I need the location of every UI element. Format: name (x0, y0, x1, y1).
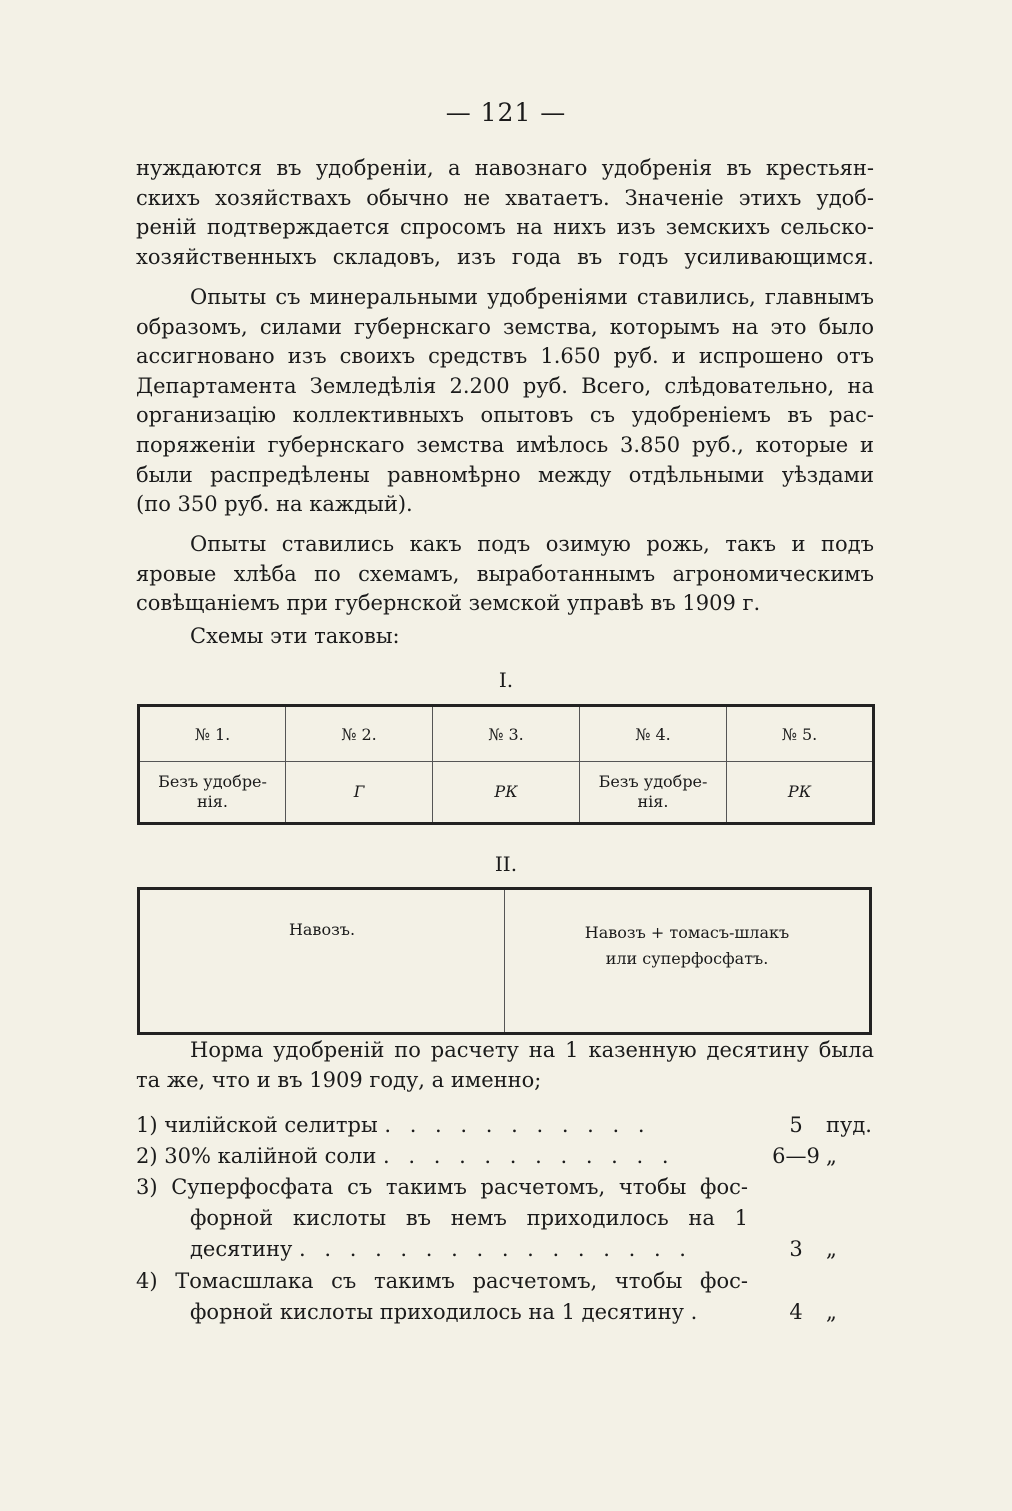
list-item-unit: „ (826, 1237, 837, 1261)
schema-1-table (137, 704, 875, 825)
paragraph-1 (136, 154, 874, 272)
text-line: образомъ, силами губернскаго земства, которымъ на это было (136, 314, 874, 339)
list-item-text: 4) Томасшлака съ такимъ расчетомъ, чтобы фос- (136, 1269, 748, 1293)
list-item-text: 2) 30% калійной соли (136, 1144, 377, 1168)
text-line: та же, что и въ 1909 году, а именно; (136, 1067, 542, 1092)
leader-dots: . . . . . . . . . . . . (383, 1144, 675, 1168)
list-item-continuation (136, 1297, 878, 1327)
table-cell: РК (433, 762, 580, 824)
table-header-cell: № 4. (580, 706, 727, 762)
list-item-unit: „ (826, 1144, 837, 1168)
text-line: хозяйственныхъ складовъ, изъ года въ годъ усиливающимся. (136, 244, 874, 269)
table-header-cell: № 5. (727, 706, 874, 762)
list-item-unit: „ (826, 1300, 837, 1324)
list-item (136, 1266, 878, 1296)
list-item-amount: 4 (789, 1300, 803, 1324)
norm-paragraph (136, 1036, 874, 1095)
text-line: нуждаются въ удобреніи, а навознаго удобренія въ крестьян- (136, 156, 874, 180)
text-line: Опыты съ минеральными удобреніями ставились, главнымъ (190, 285, 874, 309)
text-line: поряженіи губернскаго земства имѣлось 3.850 руб., которые и (136, 432, 874, 457)
list-item-text: десятину (190, 1237, 293, 1261)
text-line: Норма удобреній по расчету на 1 казенную десятину была (190, 1038, 874, 1062)
text-line: Опыты ставились какъ подъ озимую рожь, такъ и подъ (190, 532, 874, 556)
list-item-unit: пуд. (826, 1113, 872, 1137)
text-line: яровые хлѣба по схемамъ, выработаннымъ агрономическимъ (136, 561, 874, 586)
table-cell: Навозъ + томасъ-шлакъ или суперфосфатъ. (505, 889, 871, 1034)
table-cell: Безъ удобре- нія. (158, 772, 267, 811)
paragraph-3 (136, 530, 874, 619)
leader-dots: . . . . . . . . . . . . . . . . (299, 1237, 692, 1261)
text-line: скихъ хозяйствахъ обычно не хватаетъ. Значеніе этихъ удоб- (136, 185, 874, 210)
text-line: совѣщаніемъ при губернской земской управѣ въ 1909 г. (136, 591, 761, 616)
table-header-cell: № 1. (139, 706, 286, 762)
list-item (136, 1110, 878, 1140)
paragraph-2 (136, 283, 874, 520)
list-item-amount: 3 (789, 1237, 803, 1261)
list-item-continuation (136, 1234, 878, 1264)
text-line: ассигновано изъ своихъ средствъ 1.650 руб. и испрошено отъ (136, 344, 874, 369)
page-number: — 121 — (445, 98, 567, 127)
list-item (136, 1172, 878, 1202)
list-item-text: 1) чилійской селитры (136, 1113, 378, 1137)
text-line: реній подтверждается спросомъ на нихъ изъ земскихъ сельско- (136, 215, 874, 240)
text-line: организацію коллективныхъ опытовъ съ удобреніемъ въ рас- (136, 403, 874, 428)
schema-2-label: II. (494, 852, 518, 876)
text-line: были распредѣлены равномѣрно между отдѣльными уѣздами (136, 462, 874, 487)
list-item-amount: 5 (789, 1113, 803, 1137)
table-cell: Безъ удобре- нія. (580, 762, 727, 824)
list-item-text: 3) Суперфосфата съ такимъ расчетомъ, чтобы фос- (136, 1175, 748, 1199)
text-line: Схемы эти таковы: (190, 624, 400, 648)
table-header-cell: № 3. (433, 706, 580, 762)
paragraph-4 (136, 622, 874, 652)
list-item-text: форной кислоты приходилось на 1 десятину (190, 1300, 684, 1324)
table-cell: Навозъ. (288, 920, 356, 939)
list-item-amount: 6—9 (772, 1144, 820, 1168)
schema-1-label: I. (498, 668, 514, 692)
table-cell: Г (286, 762, 433, 824)
table-header-cell: № 2. (286, 706, 433, 762)
text-line: (по 350 руб. на каждый). (136, 492, 413, 517)
schema-2-table (137, 887, 872, 1035)
table-cell: РК (727, 762, 874, 824)
leader-dots: . (690, 1300, 704, 1324)
text-line: Департамента Земледѣлія 2.200 руб. Всего, слѣдовательно, на (136, 373, 874, 398)
list-item-continuation (136, 1203, 878, 1233)
list-item-text: форной кислоты въ немъ приходилось на 1 (190, 1206, 748, 1230)
leader-dots: . . . . . . . . . . . (384, 1113, 651, 1137)
list-item (136, 1141, 878, 1171)
